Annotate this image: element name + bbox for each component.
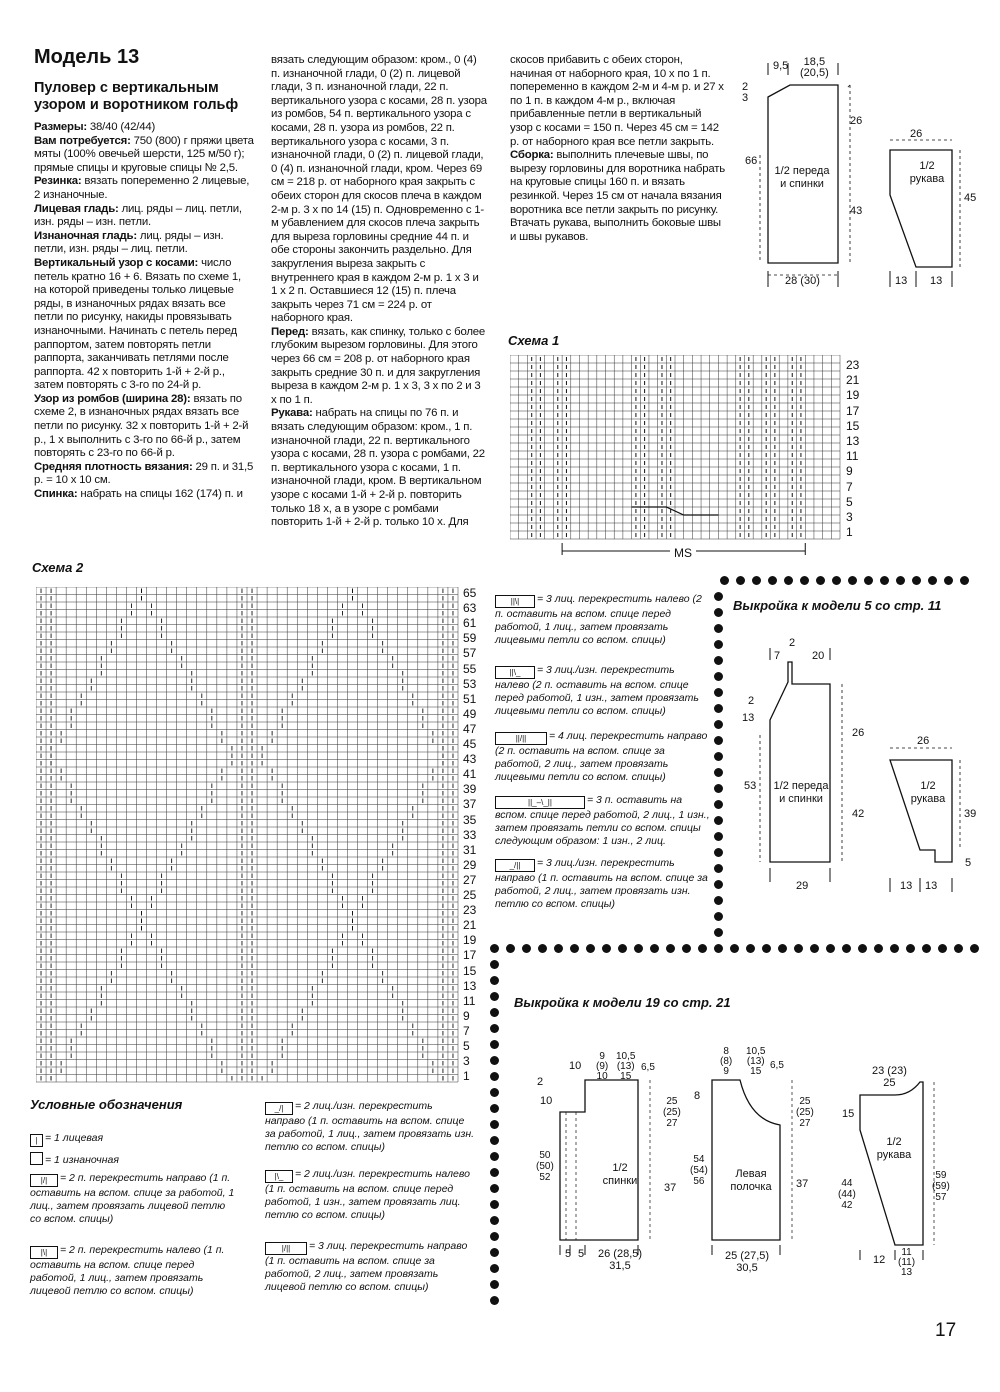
schema1-row-number: 1 (846, 525, 853, 540)
separator-dot (490, 1216, 499, 1225)
p19-f-8: 8 (8) 9 (720, 1046, 733, 1077)
separator-dot (490, 1152, 499, 1161)
schema2-row-number: 29 (463, 857, 477, 872)
p19-f-w25: 25 (27,5) 30,5 (725, 1250, 770, 1274)
separator-dot (954, 944, 963, 953)
paragraph-label: Вам потребуется: (34, 134, 134, 147)
paragraph-label: Сборка: (510, 149, 557, 162)
paragraph-label: Средняя плотность вязания: (34, 460, 196, 473)
schema2-row-number: 37 (463, 797, 477, 812)
dim-43: 43 (850, 205, 863, 217)
separator-dot (490, 1168, 499, 1177)
separator-dot (714, 720, 723, 729)
separator-dot (714, 912, 723, 921)
schema2-row-number: 5 (463, 1039, 470, 1053)
separator-dot (714, 800, 723, 809)
paragraph-text: вязать следующим образом: кром., 0 (4) п. изнаночной глади, 0 (2) п. лицевой глади, 3 п. изнаночной глади, 22 п. вертикального узора с косами, 28 п. узора из ромбов, 54 п. вертикального узора с косами, 28 п. узора из ромбов, 22 п. вертикального узора с косами, 3 п. изнаночной глади, 0 (2) п. лицевой глади, 0 (4) п. изнаночной глади, кром. Через 69 см = 218 р. от наборного края закрыть с обеих сторон для скосов плеча в каждом 2-м р. 3 х по 14 (15) п. Одновременно с 1-м убавлением для скосов плеча закрыть для выреза горловины средние 44 п. и обе стороны закончить раздельно. Для закругления выреза закрыть с внутреннего края в каждом 2-м р. 1 х 3 и 1 х 2 п. Оставшиеся 12 (15) п. плеча закрыть через 71 см = 224 р. от наборного края. (271, 54, 487, 325)
schema2-row-number: 13 (463, 978, 477, 993)
separator-dot (714, 816, 723, 825)
schema1-row-number: 21 (846, 373, 860, 388)
separator-dot (490, 1008, 499, 1017)
subtitle: Пуловер с вертикальным узором и воротником гольф (34, 80, 239, 113)
p5-sleeve-39: 39 (964, 808, 977, 820)
separator-dot (490, 1072, 499, 1081)
separator-dot (714, 768, 723, 777)
p5-sleeve-13a: 13 (900, 880, 913, 892)
separator-dot (720, 576, 729, 585)
pattern5-title: Выкройка к модели 5 со стр. 11 (733, 598, 942, 613)
col1-paragraph (34, 257, 256, 393)
separator-dot (714, 928, 723, 937)
separator-dot (714, 896, 723, 905)
paragraph-label: Узор из ромбов (ширина 28): (34, 392, 194, 405)
separator-dot (944, 576, 953, 585)
separator-dot (928, 576, 937, 585)
separator-dot (960, 576, 969, 585)
dim-18-5: 18,5 (20,5) (800, 56, 829, 79)
separator-dot (970, 944, 979, 953)
paragraph-text: 38/40 (42/44) (89, 121, 156, 133)
separator-dot (666, 944, 675, 953)
separator-dot (490, 1248, 499, 1257)
p19-f-r37: 37 (796, 1178, 809, 1190)
separator-dot (832, 576, 841, 585)
separator-dot (794, 944, 803, 953)
p5-dim-26: 26 (852, 727, 865, 739)
p19-s-l15: 15 (842, 1108, 855, 1120)
separator-dot (586, 944, 595, 953)
paragraph-text: вязать, как спинку, только с более глубоким вырезом горловины. Для этого через 66 см = 208 р. от наборного края закрыть средние 30 п. и для закругления выреза в каждом 2-м р. 1 х 3, 3 х по 2 и 3 х по 1 п. (271, 325, 486, 406)
separator-dot (490, 1184, 499, 1193)
schema2-row-number: 17 (463, 948, 477, 963)
separator-dot (490, 1296, 499, 1305)
p19-s-l44: 44 (44) 42 (838, 1178, 856, 1211)
p19-b-r25: 25 (25) 27 (663, 1096, 681, 1129)
p19-b-6-5: 6,5 (641, 1062, 655, 1073)
p5-dim-l13: 13 (742, 712, 755, 724)
separator-dot (880, 576, 889, 585)
schema1-row-number: 11 (846, 449, 859, 464)
paragraph-label: Спинка: (34, 488, 81, 501)
paragraph-text: лиц. ряды – лиц. петли, изн. ряды – изн. петли. (34, 202, 242, 229)
p19-s-r59: 59 (59) 57 (932, 1170, 950, 1203)
legend-item-2-kp-left: |\_ = 2 лиц./изн. перекрестить налево (1 п. оставить на вспом. спице перед работой, 1 изн., затем провязать лиц. петлю со вспом. спицы) (265, 1168, 470, 1221)
dim-neck-3: 3 (742, 92, 749, 104)
separator-dot (714, 864, 723, 873)
p19-s-w12: 12 (873, 1254, 886, 1266)
schema1-row-number: 23 (846, 358, 860, 372)
separator-dot (922, 944, 931, 953)
separator-dot (682, 944, 691, 953)
dim-66: 66 (745, 155, 758, 167)
separator-dot (490, 1024, 499, 1033)
separator-dot (714, 784, 723, 793)
legend-item-3-left: ||\| = 3 лиц. перекрестить налево (2 п. оставить на вспом. спице перед работой, 1 лиц., затем провязать лицевыми петли со вспом. спицы) (495, 593, 702, 646)
schema2-row-number: 43 (463, 752, 477, 767)
separator-dot (714, 688, 723, 697)
separator-dot (784, 576, 793, 585)
p19-b-w26: 26 (28,5) 31,5 (598, 1248, 643, 1272)
separator-dot (778, 944, 787, 953)
separator-dot (490, 960, 499, 969)
dim-neck-2: 2 (742, 81, 749, 93)
p19-f-10-5: 10,5 (13) 15 (746, 1046, 766, 1077)
col2-paragraph (271, 54, 487, 326)
col1-paragraph (34, 203, 256, 230)
schema2-grid (36, 587, 460, 1083)
paragraph-label: Размеры: (34, 121, 90, 133)
p19-s-w11: 11 (11) 13 (898, 1247, 916, 1278)
separator-dot (714, 704, 723, 713)
paragraph-text: число петель кратно 16 + 6. Вязать по схеме 1, на которой приведены только лицевые ряды, в изнаночных рядах вязать все петли по рисунку, накиды провязывать изнаночными. Начинать с петель перед раппортом, затем повторять петли раппорта, заканчивать петлями после раппорта. 42 х повторить 1-й + 2-й р., затем повторять с 3-го по 24-й р. (34, 256, 241, 392)
schema1-row-number: 15 (846, 418, 860, 433)
p19-f-r25: 25 (25) 27 (796, 1096, 814, 1129)
separator-dot (490, 976, 499, 985)
legend-title: Условные обозначения (30, 1097, 183, 1112)
separator-dot (714, 736, 723, 745)
schema2-row-number: 41 (463, 767, 477, 782)
schema2-row-number: 7 (463, 1023, 470, 1038)
p19-front-label: Левая полочка (730, 1168, 772, 1193)
separator-dot (858, 944, 867, 953)
legend-item-2-right: |/| = 2 п. перекрестить направо (1 п. оставить на вспом. спице за работой, 1 лиц., затем провязать лицевой петлю со вспом. спицы) (30, 1172, 235, 1225)
separator-dot (490, 1232, 499, 1241)
schema2-row-number: 19 (463, 933, 477, 948)
schema2-row-number: 21 (463, 918, 477, 933)
dim-sleeve-26: 26 (910, 128, 923, 140)
separator-dot (800, 576, 809, 585)
col1-paragraph (34, 230, 256, 257)
separator-dot (650, 944, 659, 953)
legend-item-knit: | = 1 лицевая (30, 1132, 250, 1147)
legend-item-4-right: ||/|| = 4 лиц. перекрестить направо (2 п. оставить на вспом. спице за работой, 2 лиц., затем провязать лицевыми петли со вспом. спицы) (495, 730, 708, 783)
separator-dot (522, 944, 531, 953)
paragraph-text: выполнить плечевые швы, по вырезу горловины для воротника набрать на круговые спицы 160 п. и вязать резинкой. Через 15 см от начала вязания воротника все петли закрыть по рисунку. Втачать рукава, выполнить боковые швы и швы рукавов. (510, 149, 725, 243)
separator-dot (714, 656, 723, 665)
schema2-row-number: 53 (463, 676, 477, 691)
schema2-row-number: 11 (463, 993, 476, 1008)
separator-dot (490, 1280, 499, 1289)
schema2-row-number: 61 (463, 616, 477, 631)
separator-dot (890, 944, 899, 953)
schema1-row-number: 19 (846, 388, 860, 403)
dim-sleeve-13a: 13 (895, 275, 908, 287)
p5-front-back-label: 1/2 переда и спинки (773, 780, 829, 805)
separator-dot (714, 944, 723, 953)
col3-paragraph (510, 54, 726, 149)
separator-dot (714, 592, 723, 601)
paragraph-label: Рукава: (271, 407, 316, 420)
separator-dot (848, 576, 857, 585)
separator-dot (490, 1040, 499, 1049)
schema2-row-number: 65 (463, 586, 477, 600)
p5-sleeve-13b: 13 (925, 880, 938, 892)
p5-dim-2: 2 (789, 637, 796, 649)
text-column-2 (271, 54, 487, 530)
paragraph-text: скосов прибавить с обеих сторон, начиная от наборного края, 10 х по 1 п. попеременно в каждом 2-м и 4-м р. и 27 х по 1 п. в каждом 4-м р., включая прибавленные петли в вертикальный узор с косами = 150 п. Через 45 см = 142 р. от наборного края все петли закрыть. (510, 54, 724, 148)
separator-dot (490, 1200, 499, 1209)
separator-dot (752, 576, 761, 585)
separator-dot (730, 944, 739, 953)
col1-paragraph (34, 488, 256, 502)
legend-item-3-kp-left: ||\_ = 3 лиц./изн. перекрестить налево (2 п. оставить на вспом. спице перед работой, 1 изн., затем провязать лицевыми петли со вспом. спицы) (495, 664, 699, 717)
legend-item-2-kp-right: _/| = 2 лиц./изн. перекрестить направо (1 п. оставить на вспом. спице за работой, 1 лиц., затем провязать изн. петлю со вспом. спицы) (265, 1100, 475, 1153)
p5-dim-20: 20 (812, 650, 825, 662)
paragraph-text: 29 п. и 31,5 р. = 10 х 10 см. (34, 460, 254, 487)
separator-dot (746, 944, 755, 953)
schema2-row-number: 55 (463, 661, 477, 676)
separator-dot (490, 1136, 499, 1145)
paragraph-label: Резинка: (34, 175, 85, 188)
separator-dot (490, 1056, 499, 1065)
p19-b-w5b: 5 (578, 1248, 585, 1260)
schema2-row-number: 15 (463, 963, 477, 978)
separator-dot (842, 944, 851, 953)
legend-item-3-right: |/|| = 3 лиц. перекрестить направо (1 п. оставить на вспом. спице за работой, 2 лиц., затем провязать лицевой петлю со вспом. спицы) (265, 1240, 468, 1293)
p19-f-l8: 8 (694, 1090, 701, 1102)
text-column-3 (510, 54, 726, 244)
legend-item-3-kp-right: _/|| = 3 лиц./изн. перекрестить направо (1 п. оставить на вспом. спице за работой, 2 лиц., затем провязать изн. петлю со вспом. спицы) (495, 857, 708, 910)
separator-dot (490, 1264, 499, 1273)
schema2-row-number: 31 (463, 842, 477, 857)
legend-item-3-special: ||_–\_|| = 3 п. оставить на вспом. спице перед работой, 2 лиц., 1 изн., затем провязать петли со вспом. спицы следующим образом: 1 изн., 2 лиц. (495, 794, 710, 847)
schema1-row-number: 13 (846, 434, 860, 448)
separator-dot (490, 1088, 499, 1097)
paragraph-label: Лицевая гладь: (34, 202, 122, 215)
separator-dot (714, 608, 723, 617)
separator-dot (874, 944, 883, 953)
p19-b-10: 10 (569, 1060, 582, 1072)
p5-dim-29: 29 (796, 880, 809, 892)
dim-28: 28 (30) (785, 275, 820, 287)
separator-dot (938, 944, 947, 953)
col2-paragraph (271, 407, 487, 529)
dim-sleeve-45: 45 (964, 192, 977, 204)
schema1-row-number: 7 (846, 479, 853, 494)
schema2-row-number: 51 (463, 691, 477, 706)
text-column-1 (34, 121, 256, 502)
separator-dot (538, 944, 547, 953)
separator-dot (714, 672, 723, 681)
separator-dot (816, 576, 825, 585)
page-number: 17 (935, 1320, 957, 1341)
separator-dot (554, 944, 563, 953)
schema1-title: Схема 1 (508, 333, 560, 348)
separator-dot (714, 752, 723, 761)
schema2-row-number: 39 (463, 782, 477, 797)
separator-dot (762, 944, 771, 953)
p19-b-w5a: 5 (565, 1248, 572, 1260)
separator-dot (506, 944, 515, 953)
paragraph-text: 750 (800) г пряжи цвета мяты (100% овечьей шерсти, 125 м/50 г); прямые спицы и круговые спицы № 2,5. (34, 134, 254, 174)
separator-dot (864, 576, 873, 585)
p5-dim-53: 53 (744, 780, 757, 792)
col1-paragraph (34, 175, 256, 202)
p19-b-9: 9 (9) 10 (596, 1051, 609, 1082)
schema2-row-number: 59 (463, 631, 477, 646)
paragraph-text: вязать по схеме 2, в изнаночных рядах вязать все петли по рисунку. 32 х повторить 1-й + 2-й р., 1 х выполнить с 3-го по 66-й р., затем повторять с 23-го по 66-й р. (34, 392, 249, 460)
schema1-row-number: 9 (846, 464, 853, 479)
schema2-title: Схема 2 (32, 560, 84, 575)
col3-paragraph (510, 149, 726, 244)
schema2-row-number: 1 (463, 1069, 470, 1084)
legend-item-purl: = 1 изнаночная (30, 1152, 250, 1167)
separator-dot (698, 944, 707, 953)
separator-dot (490, 1120, 499, 1129)
col1-paragraph (34, 135, 256, 176)
schema2-row-number: 9 (463, 1008, 470, 1023)
p19-f-6-5: 6,5 (770, 1060, 784, 1071)
paragraph-label: Перед: (271, 325, 312, 338)
schema2-row-number: 45 (463, 737, 477, 751)
sleeve-label: 1/2 рукава (909, 160, 945, 185)
p5-dim-42: 42 (852, 808, 865, 820)
schema1-grid (510, 355, 842, 565)
paragraph-text: вязать попеременно 2 лицевые, 2 изнаночные. (34, 175, 250, 201)
separator-dot (490, 992, 499, 1001)
separator-dot (810, 944, 819, 953)
paragraph-label: Изнаночная гладь: (34, 229, 140, 242)
schema1-row-number: 3 (846, 510, 853, 524)
separator-dot (714, 832, 723, 841)
schema2-row-number: 57 (463, 646, 477, 661)
separator-dot (906, 944, 915, 953)
p5-sleeve-label: 1/2 рукава (910, 780, 946, 805)
separator-dot (896, 576, 905, 585)
col1-paragraph (34, 121, 256, 135)
p5-sleeve-26: 26 (917, 735, 930, 747)
schema1-ms: MS (670, 546, 696, 560)
separator-dot (714, 848, 723, 857)
paragraph-text: лиц. ряды – изн. петли, изн. ряды – лиц. петли. (34, 229, 224, 256)
p19-s-23: 23 (23) 25 (872, 1065, 907, 1089)
paragraph-label: Вертикальный узор с косами: (34, 256, 202, 269)
page-title: Модель 13 (34, 46, 140, 68)
p19-back-label: 1/2 спинки (602, 1162, 638, 1187)
separator-dot (768, 576, 777, 585)
p19-b-l2: 2 (537, 1076, 544, 1088)
p19-f-l54: 54 (54) 56 (690, 1154, 708, 1187)
p5-sleeve-5: 5 (965, 857, 972, 869)
separator-dot (912, 576, 921, 585)
schema2-row-number: 25 (463, 888, 477, 902)
separator-dot (618, 944, 627, 953)
pattern19-title: Выкройка к модели 19 со стр. 21 (514, 995, 731, 1010)
schema2-row-number: 3 (463, 1054, 470, 1069)
pattern-model-5 (730, 640, 990, 895)
separator-dot (714, 640, 723, 649)
separator-dot (826, 944, 835, 953)
col2-paragraph (271, 326, 487, 408)
dim-26: 26 (850, 115, 863, 127)
p19-b-10-5: 10,5 (13) 15 (616, 1051, 636, 1082)
separator-dot (490, 1104, 499, 1113)
schema2-row-number: 63 (463, 601, 477, 616)
schema2-row-number: 35 (463, 812, 477, 827)
p19-sleeve-label: 1/2 рукава (876, 1136, 912, 1161)
schema2-row-number: 49 (463, 706, 477, 721)
separator-dot (602, 944, 611, 953)
p19-b-l10: 10 (540, 1095, 553, 1107)
schema2-row-number: 23 (463, 903, 477, 918)
front-back-label: 1/2 переда и спинки (774, 165, 830, 190)
separator-dot (570, 944, 579, 953)
col1-paragraph (34, 393, 256, 461)
dim-sleeve-13b: 13 (930, 275, 943, 287)
col1-paragraph (34, 461, 256, 488)
separator-dot (736, 576, 745, 585)
paragraph-text: набрать на спицы по 76 п. и вязать следующим образом: кром., 1 п. изнаночной глади, 22 п. вертикального узора с косами, 28 п. узора с ромбами, 22 п. вертикального узора с косами, 1 п. изнаночной глади, кром. В вертикальном узоре с косами 1-й + 2-й р. повторить только 18 х, а в узоре с ромбами повторить 1-й + 2-й р. только 10 х. Для (271, 407, 485, 529)
schema1-row-number: 5 (846, 494, 853, 509)
legend-item-2-left: |\| = 2 п. перекрестить налево (1 п. оставить на вспом. спице перед работой, 1 лиц., затем провязать лицевой петлю со вспом. спицы) (30, 1244, 225, 1297)
p19-b-r37: 37 (664, 1182, 677, 1194)
p5-dim-l2: 2 (748, 695, 755, 707)
schema2-row-number: 33 (463, 827, 477, 842)
separator-dot (714, 624, 723, 633)
p5-dim-7: 7 (774, 650, 781, 662)
separator-dot (714, 880, 723, 889)
schema1-row-number: 17 (846, 403, 860, 418)
schema2-row-number: 47 (463, 721, 477, 736)
dim-9-5: 9,5 (773, 60, 789, 72)
p19-b-l50: 50 (50) 52 (536, 1150, 554, 1183)
separator-dot (634, 944, 643, 953)
separator-dot (490, 944, 499, 953)
schema2-row-number: 27 (463, 872, 477, 887)
paragraph-text: набрать на спицы 162 (174) п. и (80, 488, 243, 501)
